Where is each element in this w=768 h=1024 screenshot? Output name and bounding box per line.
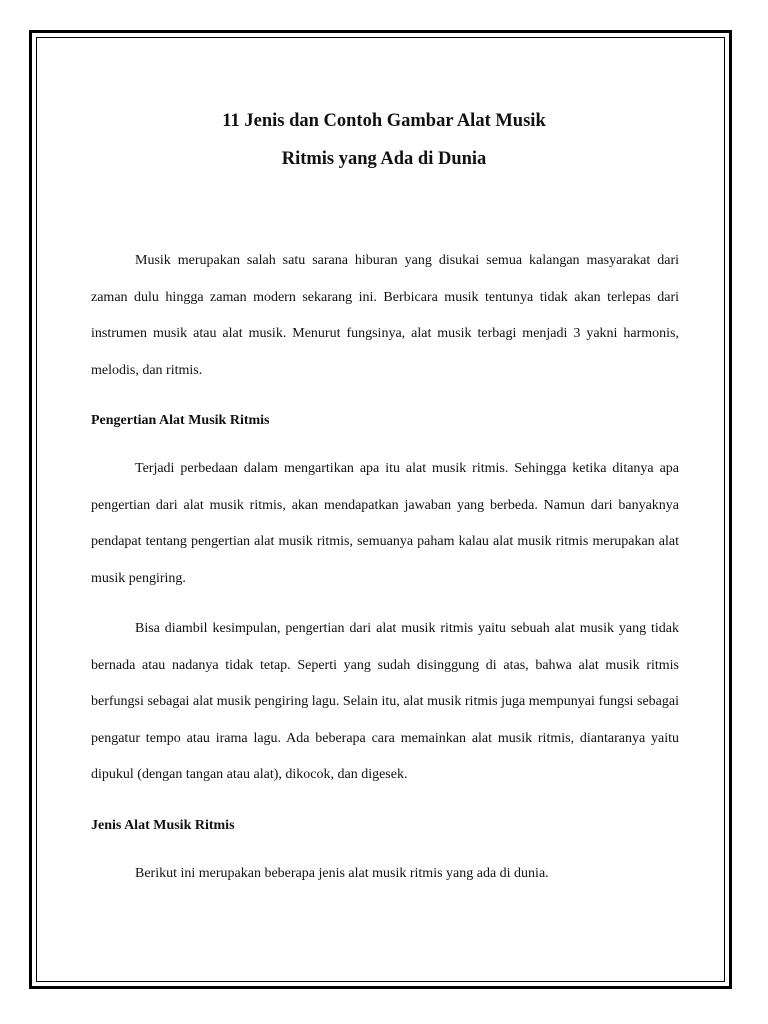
- paragraph: Terjadi perbedaan dalam mengartikan apa itu alat musik ritmis. Sehingga ketika ditanya apa pengertian dari alat musik ritmis, akan mendapatkan jawaban yang berbeda. Namun dari banyaknya pendapat tentang pengertian alat musik ritmis, semuanya paham kalau alat musik ritmis merupakan alat musik pengiring.: [91, 461, 679, 586]
- document-title-line-2: Ritmis yang Ada di Dunia: [281, 149, 487, 169]
- document-body: [91, 243, 679, 892]
- paragraph: Berikut ini merupakan beberapa jenis alat musik ritmis yang ada di dunia.: [135, 865, 549, 881]
- paragraph: Bisa diambil kesimpulan, pengertian dari alat musik ritmis yaitu sebuah alat musik yang tidak bernada atau nadanya tidak tetap. Seperti yang sudah disinggung di atas, bahwa alat musik ritmis berfungsi sebagai alat musik pengiring lagu. Selain itu, alat musik ritmis juga mempunyai fungsi sebagai pengatur tempo atau irama lagu. Ada beberapa cara memainkan alat musik ritmis, diantaranya yaitu dipukul (dengan tangan atau alat), dikocok, dan digesek.: [91, 621, 679, 782]
- section-heading-pengertian: Pengertian Alat Musik Ritmis: [91, 413, 270, 428]
- section-heading-jenis: Jenis Alat Musik Ritmis: [91, 817, 235, 833]
- document-title-line-1: 11 Jenis dan Contoh Gambar Alat Musik: [222, 111, 546, 131]
- intro-paragraph: Musik merupakan salah satu sarana hiburan yang disukai semua kalangan masyarakat dari zaman dulu hingga zaman modern sekarang ini. Berbicara musik tentunya tidak akan terlepas dari instrumen musik atau alat musik. Menurut fungsinya, alat musik terbagi menjadi 3 yakni harmonis, melodis, dan ritmis.: [91, 253, 679, 378]
